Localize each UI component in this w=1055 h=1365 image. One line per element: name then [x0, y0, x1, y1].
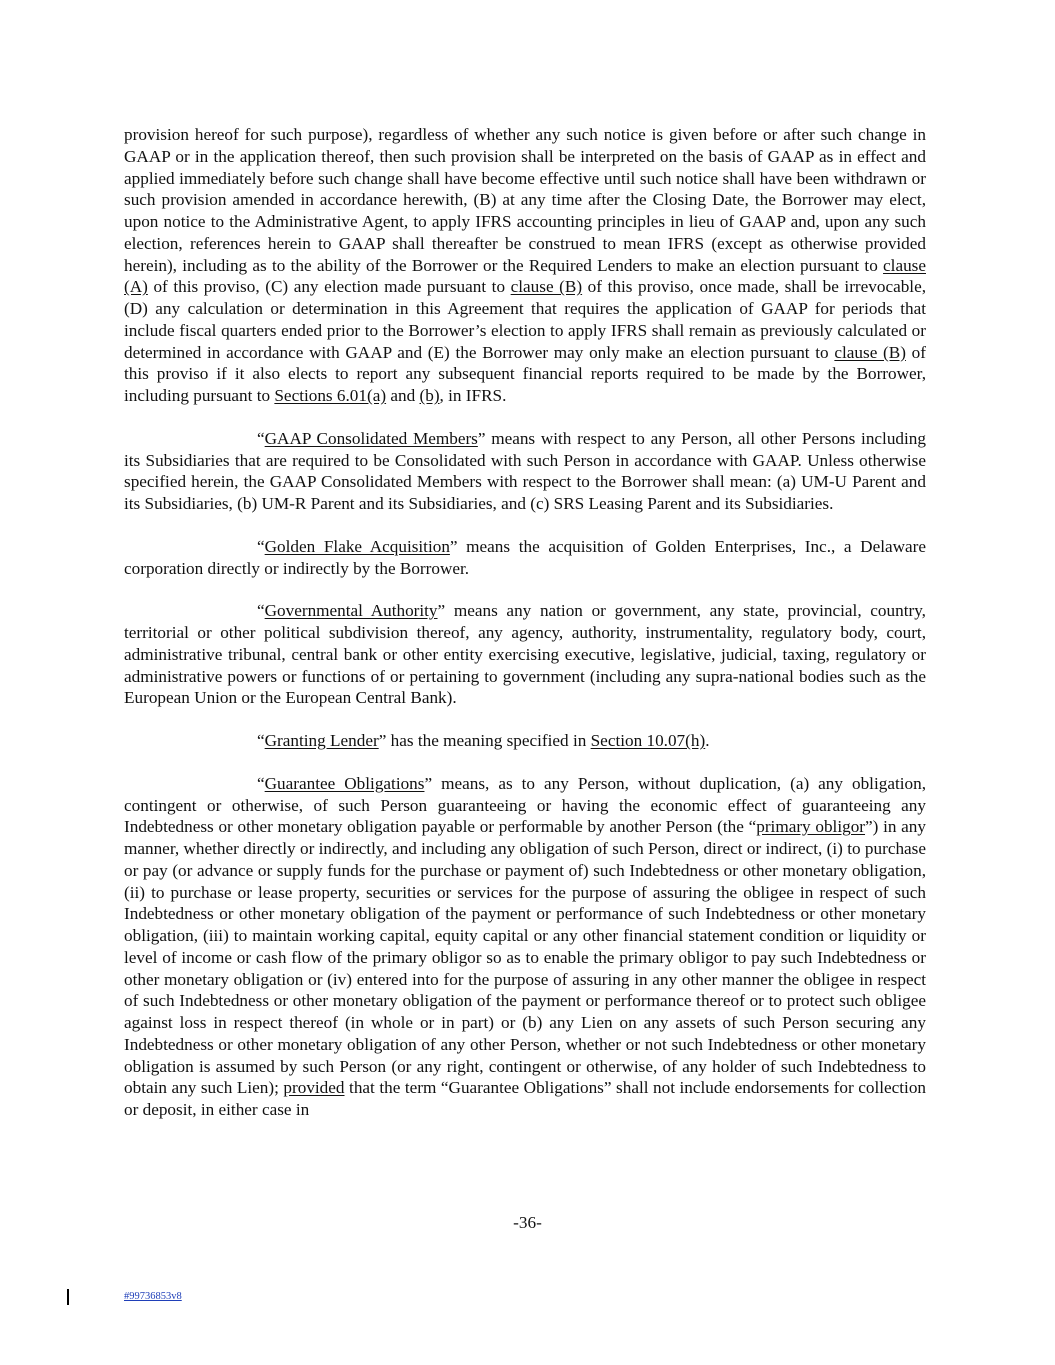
definition-granting-lender: “Granting Lender” has the meaning specified in Section 10.07(h). — [257, 731, 710, 750]
definition-golden-flake-acquisition: “Golden Flake Acquisition” means the acquisition of Golden Enterprises, Inc., a Delaware corporation directly or indirectly by the Borrower. — [124, 536, 926, 578]
defined-term: primary obligor — [756, 817, 866, 837]
defined-term: Guarantee Obligations — [264, 773, 425, 793]
document-body — [124, 124, 926, 1142]
section-reference: (b) — [419, 386, 440, 405]
definition-guarantee-obligations: “Guarantee Obligations” means, as to any Person, without duplication, (a) any obligation, contingent or otherwise, of such Person guaranteeing or having the economic effect of guaranteeing any Indebtedness or other monetary obligation payable or performable by another Person (the “primary obligor”) in any manner, whether directly or indirectly, and including any obligation of such Person, direct or indirect, (i) to purchase or pay (or advance or supply funds for the purchase or payment of) such Indebtedness or other monetary obligation, (ii) to purchase or lease property, securities or services for the purpose of assuring the obligee in respect of such Indebtedness or other monetary obligation of the payment or performance of such Indebtedness or other monetary obligation, (iii) to maintain working capital, equity capital or any other financial statement condition or liquidity or level of income or cash flow of the primary obligor so as to enable the primary obligor to pay such Indebtedness or other monetary obligation or (iv) entered into for the purpose of assuring in any other manner the obligee in respect of such Indebtedness or other monetary obligation of the payment or performance thereof or to protect such obligee against loss in respect thereof (in whole or in part) or (b) any Lien on any assets of such Person securing any Indebtedness or other monetary obligation of any other Person, whether or not such Indebtedness or other monetary obligation is assumed by such Person (or any right, contingent or otherwise, of any holder of such Indebtedness to obtain any such Lien); provided that the term “Guarantee Obligations” shall not include endorsements for collection or deposit, in either case in — [124, 773, 927, 1119]
definition-governmental-authority: “Governmental Authority” means any nation or government, any state, provincial, country, territorial or other political subdivision thereof, any agency, authority, instrumentality, regulatory body, court, administrative tribunal, central bank or other entity exercising executive, legislative, judicial, taxing, regulatory or administrative powers or functions of or pertaining to government (including any supra-national bodies such as the European Union or the European Central Bank). — [124, 601, 926, 708]
defined-term: Golden Flake Acquisition — [264, 536, 450, 556]
defined-term: Governmental Authority — [264, 601, 438, 621]
clause-b-reference: clause (B) — [510, 277, 583, 297]
section-reference: Section 10.07(h) — [590, 731, 706, 750]
clause-b-reference: clause (B) — [834, 342, 906, 362]
definition-gaap-consolidated-members: “GAAP Consolidated Members” means with respect to any Person, all other Persons including its Subsidiaries that are required to be Consolidated with such Person in accordance with GAAP. Unless otherwise specified herein, the GAAP Consolidated Members with respect to the Borrower shall mean: (a) UM-U Parent and its Subsidiaries, (b) UM-R Parent and its Subsidiaries, and (c) SRS Leasing Parent and its Subsidiaries. — [124, 428, 926, 513]
document-id-link[interactable]: #99736853v8 — [124, 1291, 182, 1302]
paragraph-gaap-proviso-continued: provision hereof for such purpose), regardless of whether any such notice is given before or after such change in GAAP or in the application thereof, then such provision shall be interpreted on the basis of GAAP as in effect and applied immediately before such change shall have become effective until such notice shall have been withdrawn or such provision amended in accordance herewith, (B) at any time after the Closing Date, the Borrower may elect, upon notice to the Administrative Agent, to apply IFRS accounting principles in lieu of GAAP and, upon any such election, references herein to GAAP shall thereafter be construed to mean IFRS (except as otherwise provided herein), including as to the ability of the Borrower or the Required Lenders to make an election pursuant to clause (A) of this proviso, (C) any election made pursuant to clause (B) of this proviso, once made, shall be irrevocable, (D) any calculation or determination in this Agreement that requires the application of GAAP for periods that include fiscal quarters ended prior to the Borrower’s election to apply IFRS shall remain as previously calculated or determined in accordance with GAAP and (E) the Borrower may only make an election pursuant to clause (B) of this proviso if it also elects to report any subsequent financial reports required to be made by the Borrower, including pursuant to Sections 6.01(a) and (b), in IFRS. — [124, 125, 927, 405]
change-bar — [67, 1289, 69, 1305]
section-reference: Sections 6.01(a) — [274, 386, 387, 405]
defined-term: Granting Lender — [264, 731, 379, 750]
defined-term: GAAP Consolidated Members — [264, 428, 478, 448]
provided-term: provided — [283, 1078, 345, 1098]
page-number: -36- — [513, 1213, 542, 1232]
clause-a-reference: clause (A) — [124, 255, 926, 297]
